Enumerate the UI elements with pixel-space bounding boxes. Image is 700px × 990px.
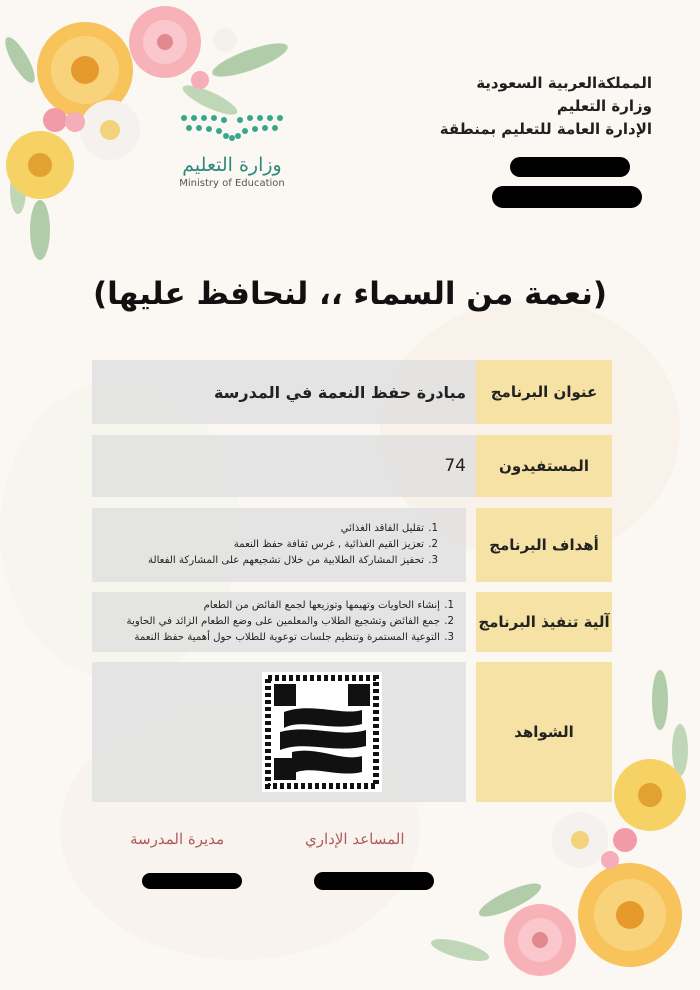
- mechanism-value: [92, 592, 466, 652]
- goals-list: [142, 521, 466, 569]
- goals-value: [92, 508, 466, 582]
- redaction-signature-principal: [142, 873, 242, 889]
- qr-code: [262, 672, 382, 792]
- mechanism-item: 3.التوعية المستمرة وتنظيم جلسات توعوية للطلاب حول أهمية حفظ النعمة: [134, 632, 454, 643]
- header-block: [392, 72, 652, 141]
- evidence-label: الشواهد: [476, 662, 612, 802]
- mechanism-item: 1.إنشاء الحاويات وتهيمها وتوزيعها لجمع الفائض من الطعام: [203, 600, 454, 611]
- ministry-logo: [168, 110, 296, 200]
- goal-item: 1.تقليل الفاقد الغذائي: [340, 523, 438, 534]
- mechanism-list: [121, 598, 466, 646]
- row-goals: [92, 508, 612, 582]
- row-evidence: [92, 662, 612, 802]
- mechanism-label: آلية تنفيذ البرنامج: [476, 592, 612, 652]
- goal-item: 2.تعزيز القيم الغذائية , غرس ثقافة حفظ النعمة: [233, 539, 438, 550]
- mechanism-item: 2.جمع الفائض وتشجيع الطلاب والمعلمين على وضع الطعام الزائد في الحاوية: [126, 616, 454, 627]
- program-title-label: عنوان البرنامج: [476, 360, 612, 424]
- header-kingdom: المملكةالعربية السعودية: [476, 74, 652, 92]
- redaction-signature-assistant: [314, 872, 434, 890]
- signature-assistant-label: المساعد الإداري: [305, 830, 405, 848]
- signature-principal-label: مديرة المدرسة: [130, 830, 225, 848]
- goals-label: أهداف البرنامج: [476, 508, 612, 582]
- program-title-value: مبادرة حفظ النعمة في المدرسة: [92, 360, 482, 424]
- redaction-header-1: [510, 157, 630, 177]
- row-mechanism: [92, 592, 612, 652]
- beneficiaries-label: المستفيدون: [476, 435, 612, 497]
- logo-english-text: Ministry of Education: [179, 178, 285, 189]
- header-directorate: الإدارة العامة للتعليم بمنطقة: [439, 120, 652, 138]
- row-program-title: [92, 360, 612, 424]
- beneficiaries-value: 74: [92, 435, 506, 497]
- qr-code-icon: [262, 672, 382, 792]
- redaction-header-2: [492, 186, 642, 208]
- goal-item: 3.تحفيز المشاركة الطلابية من خلال تشجيعهم على المشاركة الفعالة: [148, 555, 438, 566]
- header-ministry: وزارة التعليم: [556, 97, 652, 115]
- row-beneficiaries: [92, 435, 612, 497]
- logo-arabic-text: وزارة التعليم: [182, 154, 282, 176]
- page-title: (نعمة من السماء ،، لنحافظ عليها): [92, 276, 608, 312]
- ministry-logo-icon: [176, 110, 288, 144]
- evidence-value: [92, 662, 466, 802]
